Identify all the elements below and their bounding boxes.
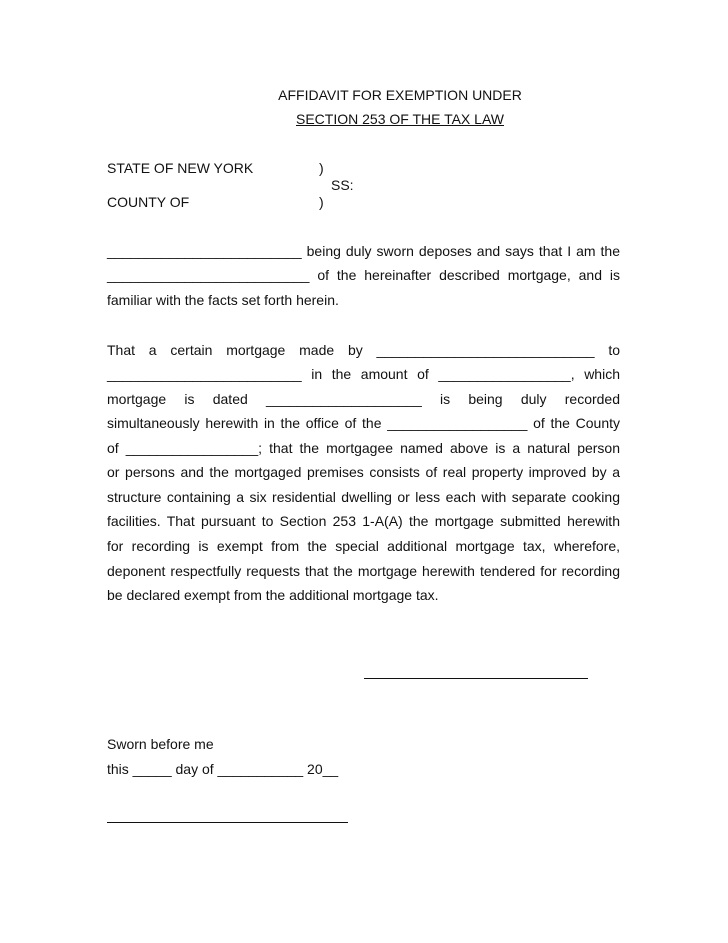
body-line: simultaneously herewith in the office of the __________________ of the County [107, 415, 620, 431]
notary-signature-line[interactable] [107, 822, 348, 823]
body-line: That a certain mortgage made by ____________________________ to [107, 342, 620, 358]
body-line: mortgage is dated ____________________ is being duly recorded [107, 391, 620, 407]
venue-paren-top: ) [319, 160, 324, 176]
body-line: be declared exempt from the additional mortgage tax. [107, 587, 439, 603]
venue-county: COUNTY OF [107, 194, 190, 210]
sworn-line-1: Sworn before me [107, 736, 214, 752]
deponent-signature-line[interactable] [364, 678, 588, 679]
title-line-2: SECTION 253 OF THE TAX LAW [296, 111, 504, 127]
intro-line: familiar with the facts set forth herein. [107, 292, 339, 308]
body-line: or persons and the mortgaged premises consists of real property improved by a [107, 464, 620, 480]
body-line: deponent respectfully requests that the mortgage herewith tendered for recording [107, 563, 620, 579]
sworn-line-2: this _____ day of ___________ 20__ [107, 761, 339, 777]
body-line: for recording is exempt from the special additional mortgage tax, wherefore, [107, 538, 620, 554]
body-line: structure containing a six residential dwelling or less each with separate cooking [107, 489, 620, 505]
intro-line: _________________________ being duly sworn deposes and says that I am the [107, 243, 620, 259]
body-line: of _________________; that the mortgagee named above is a natural person [107, 440, 620, 456]
venue-ss: SS: [331, 177, 354, 193]
body-line: _________________________ in the amount of _________________, which [107, 366, 620, 382]
intro-line: __________________________ of the hereinafter described mortgage, and is [107, 267, 620, 283]
venue-paren-bottom: ) [319, 194, 324, 210]
title-line-1: AFFIDAVIT FOR EXEMPTION UNDER [278, 87, 522, 103]
venue-state: STATE OF NEW YORK [107, 160, 254, 176]
body-line: facilities. That pursuant to Section 253 1-A(A) the mortgage submitted herewith [107, 513, 620, 529]
